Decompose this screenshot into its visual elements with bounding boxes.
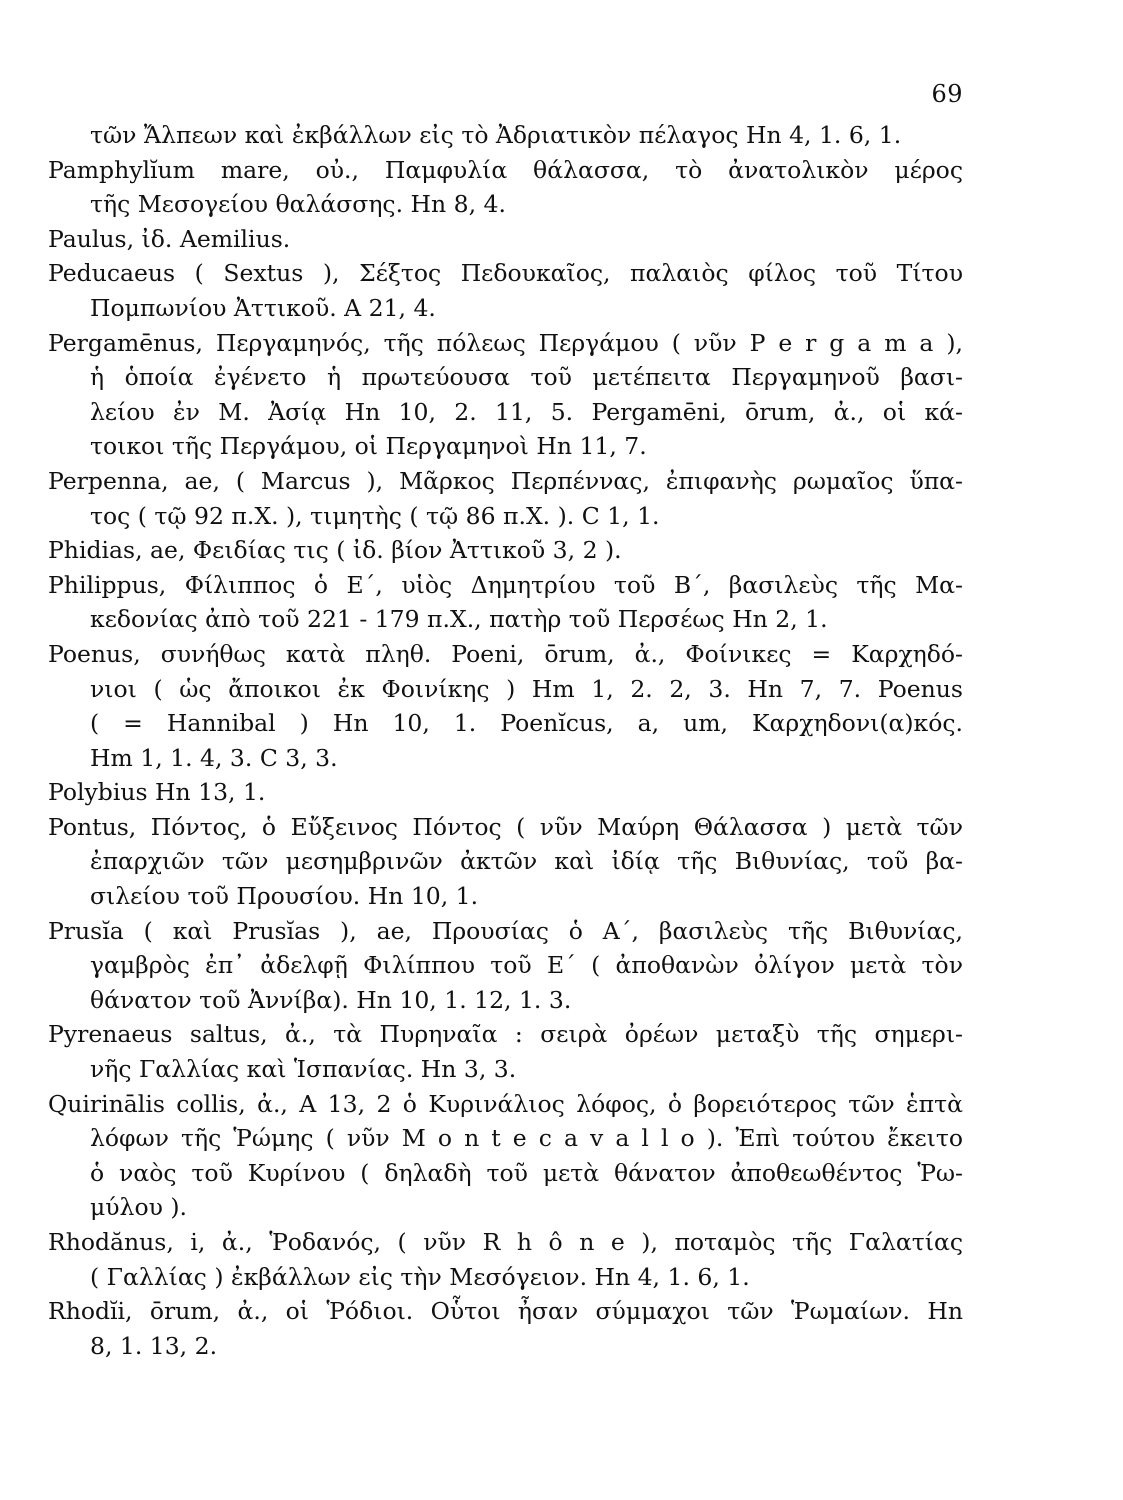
entry-line: Hm 1, 1. 4, 3. C 3, 3. [90, 743, 338, 772]
entry-headword-line: Poenus, συνήθως κατὰ πληθ. Poeni, ōrum, ἀ., Φοίνικες = Καρχηδό- [48, 639, 963, 668]
entry-headword-line: Perpenna, ae, ( Marcus ), Μᾶρκος Περπέννας, ἐπιφανὴς ρωμαῖος ὕπα- [48, 466, 963, 495]
entry-line: κεδονίας ἀπὸ τοῦ 221 - 179 π.Χ., πατὴρ τοῦ Περσέως Hn 2, 1. [90, 605, 828, 634]
dictionary-entry-paulus [48, 222, 963, 257]
entry-line: μύλου ). [90, 1193, 187, 1222]
dictionary-entry-prusia [48, 914, 963, 1018]
dictionary-entry-pamphylium [48, 153, 963, 222]
entry-line: τος ( τῷ 92 π.Χ. ), τιμητὴς ( τῷ 86 π.Χ. ). C 1, 1. [90, 501, 660, 530]
entry-line: νιοι ( ὡς ἄποικοι ἐκ Φοινίκης ) Hm 1, 2. 2, 3. Hn 7, 7. Poenus [90, 674, 963, 703]
entry-line: Πομπωνίου Ἀττικοῦ. A 21, 4. [90, 293, 436, 322]
entry-headword-line: Pamphylĭum mare, οὐ., Παμφυλία θάλασσα, τὸ ἀνατολικὸν μέρος [48, 155, 963, 184]
entry-headword-line: Peducaeus ( Sextus ), Σέξτος Πεδουκαῖος, παλαιὸς φίλος τοῦ Τίτου [48, 259, 963, 288]
entry-headword-line: Paulus, ἰδ. Aemilius. [48, 224, 291, 253]
dictionary-entry-quirinalis [48, 1087, 963, 1225]
dictionary-entry-polybius [48, 775, 963, 810]
dictionary-entry-perpenna [48, 464, 963, 533]
dictionary-entry-alpes-cont [48, 118, 963, 153]
entry-headword-line: Pontus, Πόντος, ὁ Εὔξεινος Πόντος ( νῦν Μαύρη Θάλασσα ) μετὰ τῶν [48, 812, 963, 841]
entry-headword-line: Pyrenaeus saltus, ἀ., τὰ Πυρηναῖα : σειρὰ ὀρέων μεταξὺ τῆς σημερι- [48, 1020, 963, 1049]
entry-line: 8, 1. 13, 2. [90, 1331, 218, 1360]
dictionary-entries [48, 118, 963, 1363]
entry-line: νῆς Γαλλίας καὶ Ἱσπανίας. Hn 3, 3. [90, 1055, 517, 1084]
dictionary-entry-pontus [48, 810, 963, 914]
dictionary-entry-philippus [48, 568, 963, 637]
dictionary-entry-pyrenaeus [48, 1017, 963, 1086]
entry-line: τῶν Ἄλπεων καὶ ἐκβάλλων εἰς τὸ Ἀδριατικὸν πέλαγος Hn 4, 1. 6, 1. [90, 121, 902, 149]
entry-line: θάνατον τοῦ Ἀννίβα). Hn 10, 1. 12, 1. 3. [90, 985, 572, 1014]
dictionary-entry-phidias [48, 533, 963, 568]
entry-line: ἐπαρχιῶν τῶν μεσημβρινῶν ἀκτῶν καὶ ἰδίᾳ τῆς Βιθυνίας, τοῦ βα- [90, 847, 963, 876]
entry-headword-line: Phidias, ae, Φειδίας τις ( ἰδ. βίον Ἀττικοῦ 3, 2 ). [48, 536, 622, 565]
entry-headword-line: Polybius Hn 13, 1. [48, 778, 266, 807]
entry-headword-line: Pergamēnus, Περγαμηνός, τῆς πόλεως Περγάμου ( νῦν P e r g a m a ), [48, 328, 963, 357]
dictionary-entry-rhodanus [48, 1225, 963, 1294]
entry-line: τοικοι τῆς Περγάμου, οἱ Περγαμηνοὶ Hn 11, 7. [90, 432, 647, 461]
entry-line: ( Γαλλίας ) ἐκβάλλων εἰς τὴν Μεσόγειον. Hn 4, 1. 6, 1. [90, 1262, 750, 1291]
entry-headword-line: Prusĭa ( καὶ Prusĭas ), ae, Προυσίας ὁ Α΄, βασιλεὺς τῆς Βιθυνίας, [48, 916, 963, 945]
entry-line: σιλείου τοῦ Προυσίου. Hn 10, 1. [90, 882, 479, 911]
entry-line: ( = Hannibal ) Hn 10, 1. Poenĭcus, a, um, Καρχηδονι(α)κός. [90, 709, 963, 738]
page-number: 69 [931, 80, 963, 108]
dictionary-entry-poenus [48, 637, 963, 775]
entry-line: τῆς Μεσογείου θαλάσσης. Hn 8, 4. [90, 190, 506, 219]
entry-headword-line: Philippus, Φίλιππος ὁ Ε΄, υἱὸς Δημητρίου τοῦ Β΄, βασιλεὺς τῆς Μα- [48, 570, 963, 599]
entry-line: λόφων τῆς Ῥώμης ( νῦν M o n t e c a v a l l o ). Ἐπὶ τούτου ἔκειτο [90, 1124, 963, 1153]
entry-headword-line: Quirinālis collis, ἀ., A 13, 2 ὁ Κυρινάλιος λόφος, ὁ βορειότερος τῶν ἑπτὰ [48, 1089, 963, 1118]
entry-line: ὁ ναὸς τοῦ Κυρίνου ( δηλαδὴ τοῦ μετὰ θάνατον ἀποθεωθέντος Ῥω- [90, 1158, 963, 1187]
dictionary-entry-rhodii [48, 1294, 963, 1363]
dictionary-entry-peducaeus [48, 256, 963, 325]
dictionary-entry-pergamenus [48, 326, 963, 464]
entry-line: ἡ ὁποία ἐγένετο ἡ πρωτεύουσα τοῦ μετέπειτα Περγαμηνοῦ βασι- [90, 363, 963, 392]
entry-line: γαμβρὸς ἐπ᾽ ἀδελφῇ Φιλίππου τοῦ Ε΄ ( ἀποθανὼν ὀλίγον μετὰ τὸν [90, 951, 963, 980]
entry-line: λείου ἐν M. Ἀσίᾳ Hn 10, 2. 11, 5. Pergamēni, ōrum, ἀ., οἱ κά- [90, 397, 963, 426]
entry-headword-line: Rhodănus, i, ἀ., Ῥοδανός, ( νῦν R h ô n e ), ποταμὸς τῆς Γαλατίας [48, 1228, 963, 1256]
entry-headword-line: Rhodĭi, ōrum, ἀ., οἱ Ῥόδιοι. Οὗτοι ἦσαν σύμμαχοι τῶν Ῥωμαίων. Hn [48, 1297, 963, 1326]
